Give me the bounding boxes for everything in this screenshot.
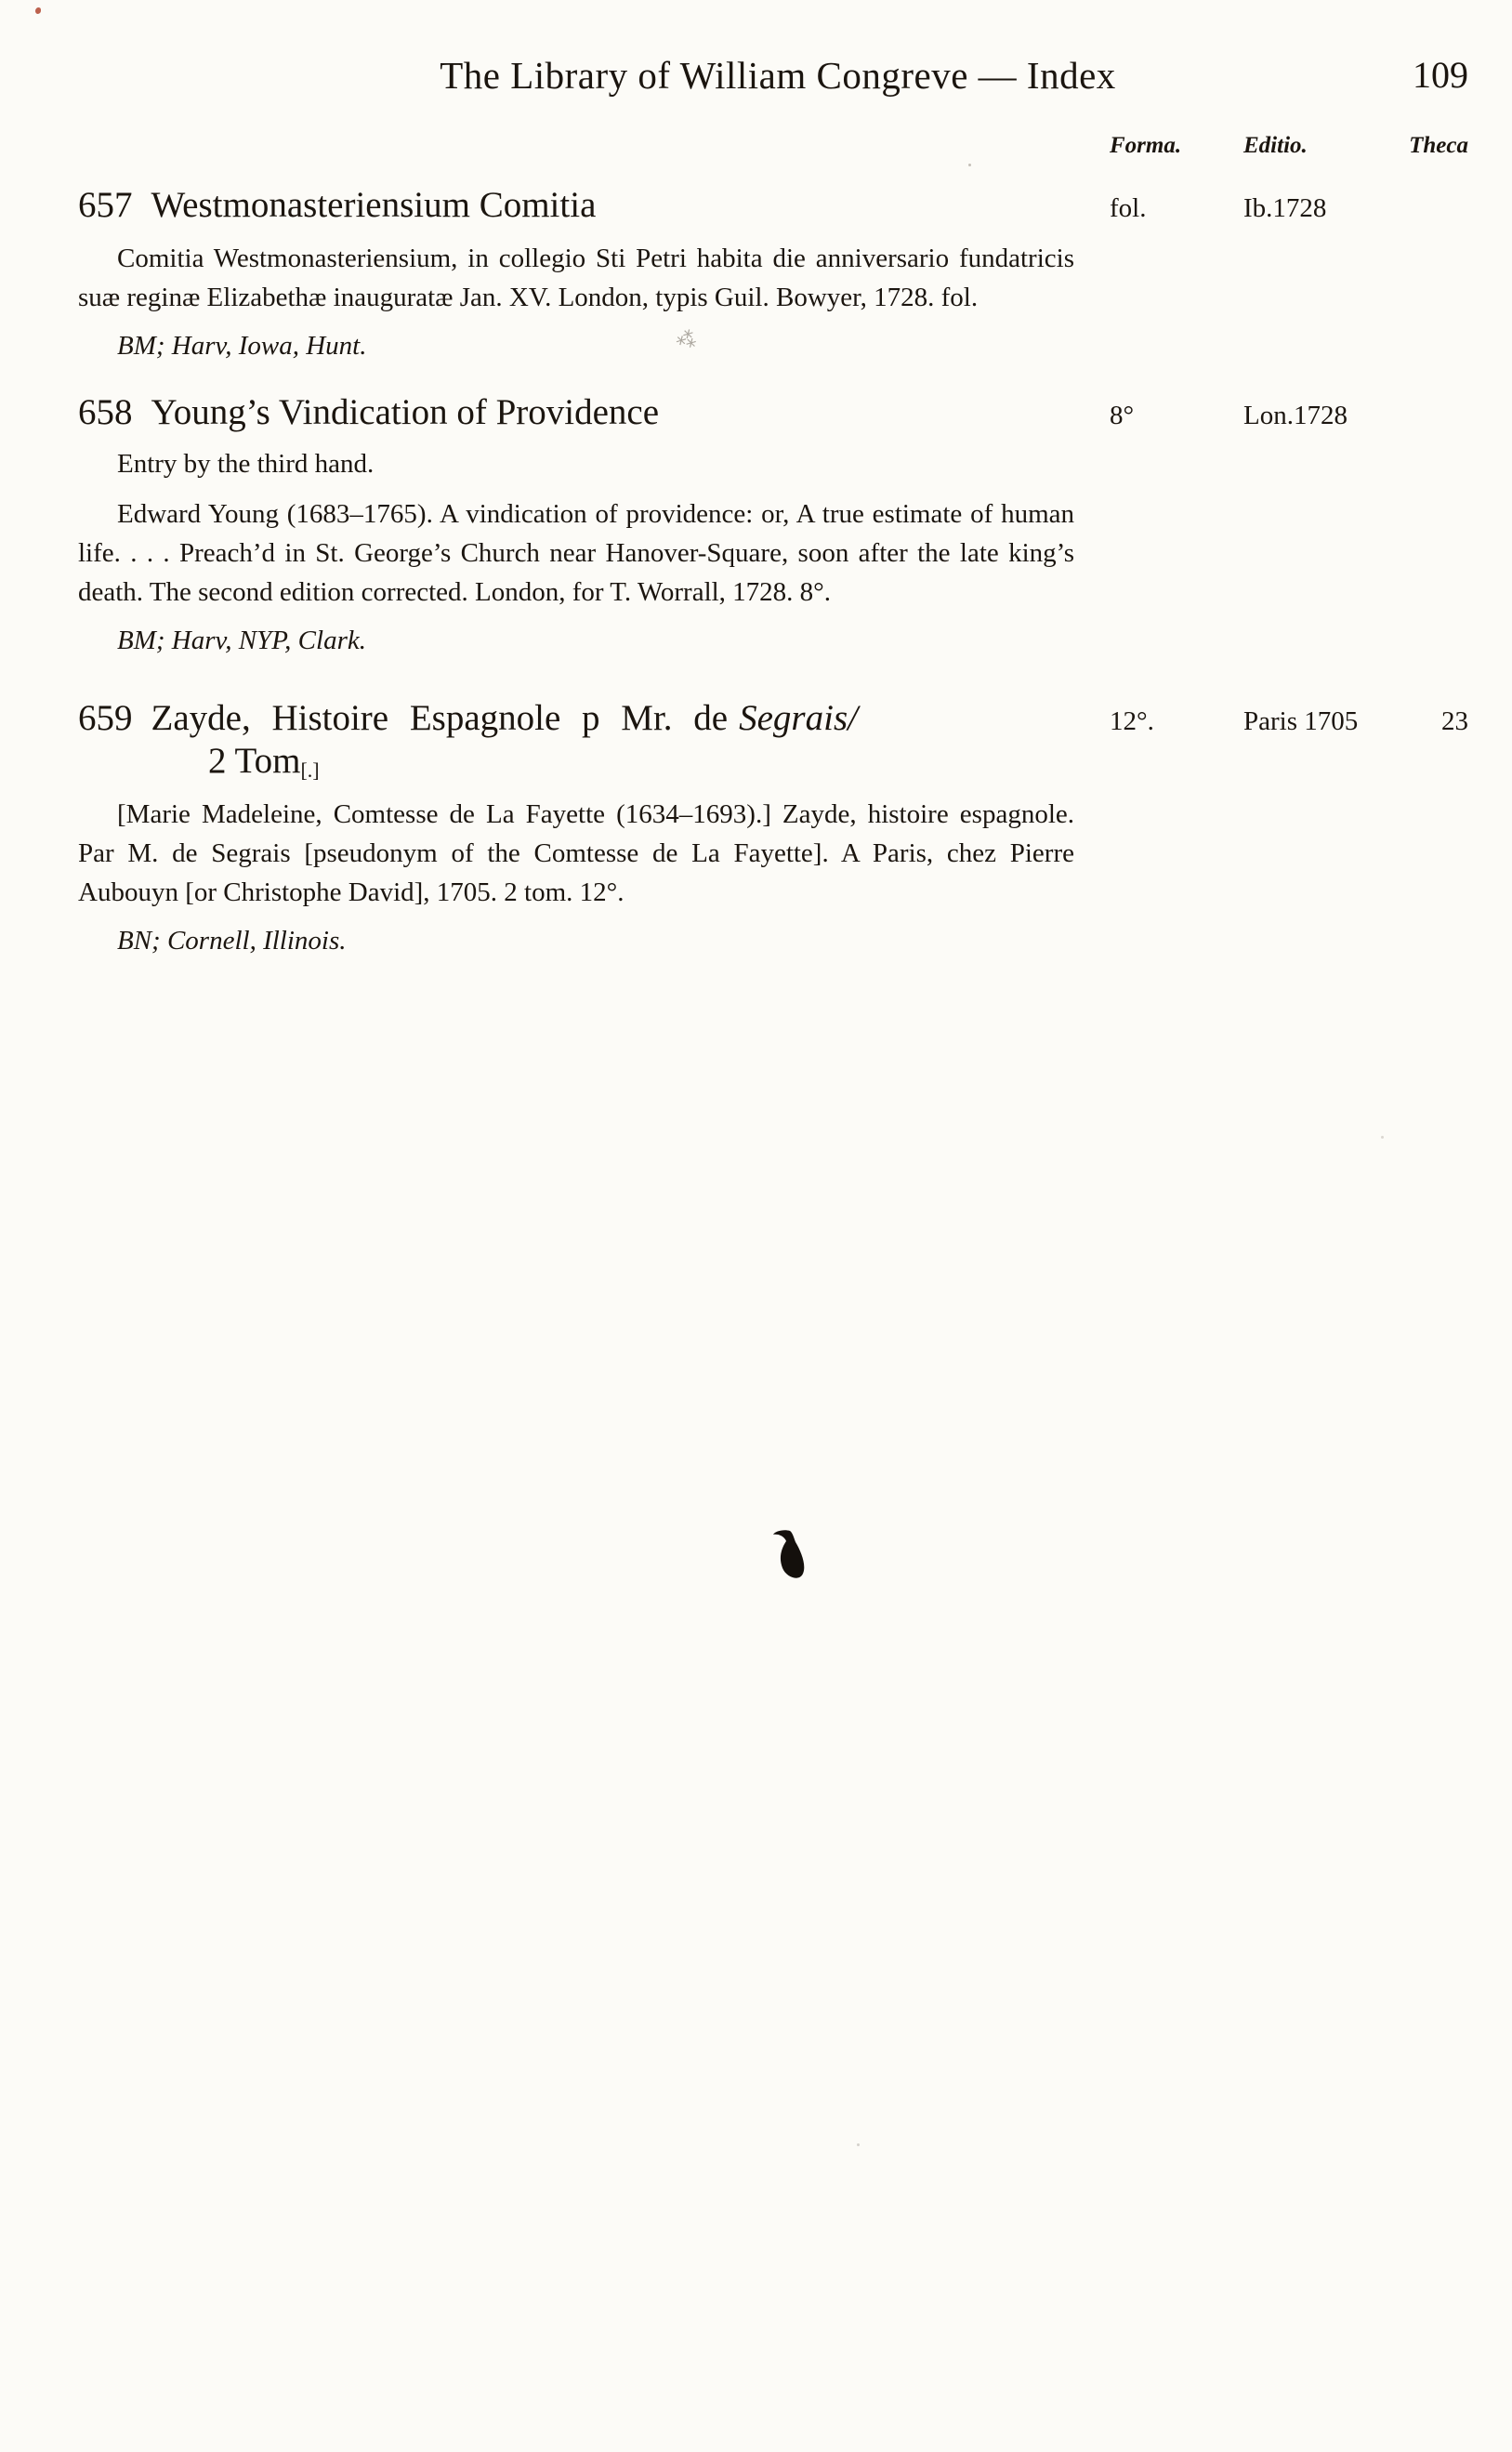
entry-number: 657: [78, 185, 133, 225]
entry-description: Comitia Westmonasteriensium, in collegio Sti Petri habita die anniversario fundatricis suæ reginæ Elizabethæ inauguratæ Jan. XV. London, typis Guil. Bowyer, 1728. fol.: [78, 243, 1074, 312]
entry-heading-row: [78, 697, 1478, 741]
entry-description: [Marie Madeleine, Comtesse de La Fayette (1634–1693).] Zayde, histoire espagnole. Par M. de Segrais [pseudonym of the Comtesse de La Fayette]. A Paris, chez Pierre Aubouyn [or Christophe David], 1705. 2 tom. 12°.: [78, 799, 1074, 908]
paper-speck: [857, 2143, 860, 2146]
entry-number: 659: [78, 697, 133, 738]
entry-forma: fol.: [1110, 193, 1147, 223]
entry-title: Westmonasteriensium Comitia: [151, 185, 597, 225]
column-header-editio: Editio.: [1243, 133, 1308, 158]
page-header: [78, 54, 1478, 102]
page-content: [78, 54, 1478, 960]
entry-heading-row: [78, 391, 1478, 435]
paper-speck: [1381, 1136, 1384, 1139]
entry-forma: 12°.: [1110, 705, 1154, 736]
entry-title-line: [78, 391, 1074, 435]
entry-holdings: BN; Cornell, Illinois.: [117, 926, 347, 956]
page-title: The Library of William Congreve — Index: [440, 54, 1116, 97]
ink-blot-icon: [771, 1529, 807, 1583]
entry-description: Edward Young (1683–1765). A vindication of providence: or, A true estimate of human life. . . . Preach’d in St. George’s Church near Hanover-Square, soon after the late king’s death. The second edition corrected. London, for T. Worrall, 1728. 8°.: [78, 498, 1074, 607]
entry-forma: 8°: [1110, 400, 1135, 430]
entry-title: Young’s Vindication of Providence: [151, 391, 660, 432]
entry-number: 658: [78, 391, 133, 432]
entry-theca: 23: [1441, 705, 1468, 736]
entry-title-line2-bracket: [.]: [300, 758, 320, 783]
column-header-theca: Theca: [1409, 133, 1468, 158]
catalog-entry-658: [78, 391, 1478, 660]
page-number: 109: [1413, 54, 1468, 96]
catalog-entry-659: [78, 697, 1478, 961]
paper-speck: [35, 7, 41, 14]
entry-holdings: BM; Harv, Iowa, Hunt.: [117, 330, 367, 361]
entry-title-italic: Segrais/: [739, 697, 858, 738]
entry-title-line2: [78, 740, 1478, 784]
entry-title: Zayde, Histoire Espagnole p Mr. de: [151, 697, 729, 738]
entry-editio: Paris 1705: [1243, 705, 1359, 736]
column-headers: [78, 132, 1478, 160]
entry-holdings: BM; Harv, NYP, Clark.: [117, 625, 366, 655]
entry-title-line2-text: 2 Tom: [208, 741, 301, 782]
entry-heading-row: [78, 184, 1478, 228]
entry-editio: Lon.1728: [1243, 400, 1348, 430]
column-header-forma: Forma.: [1110, 133, 1182, 158]
catalog-entry-657: [78, 184, 1478, 365]
ink-smudge-icon: ⁂: [674, 324, 700, 353]
entry-editio: Ib.1728: [1243, 193, 1327, 223]
entry-title-line: [78, 697, 1074, 741]
entry-note: Entry by the third hand.: [117, 448, 375, 479]
entry-title-line: [78, 184, 1074, 228]
